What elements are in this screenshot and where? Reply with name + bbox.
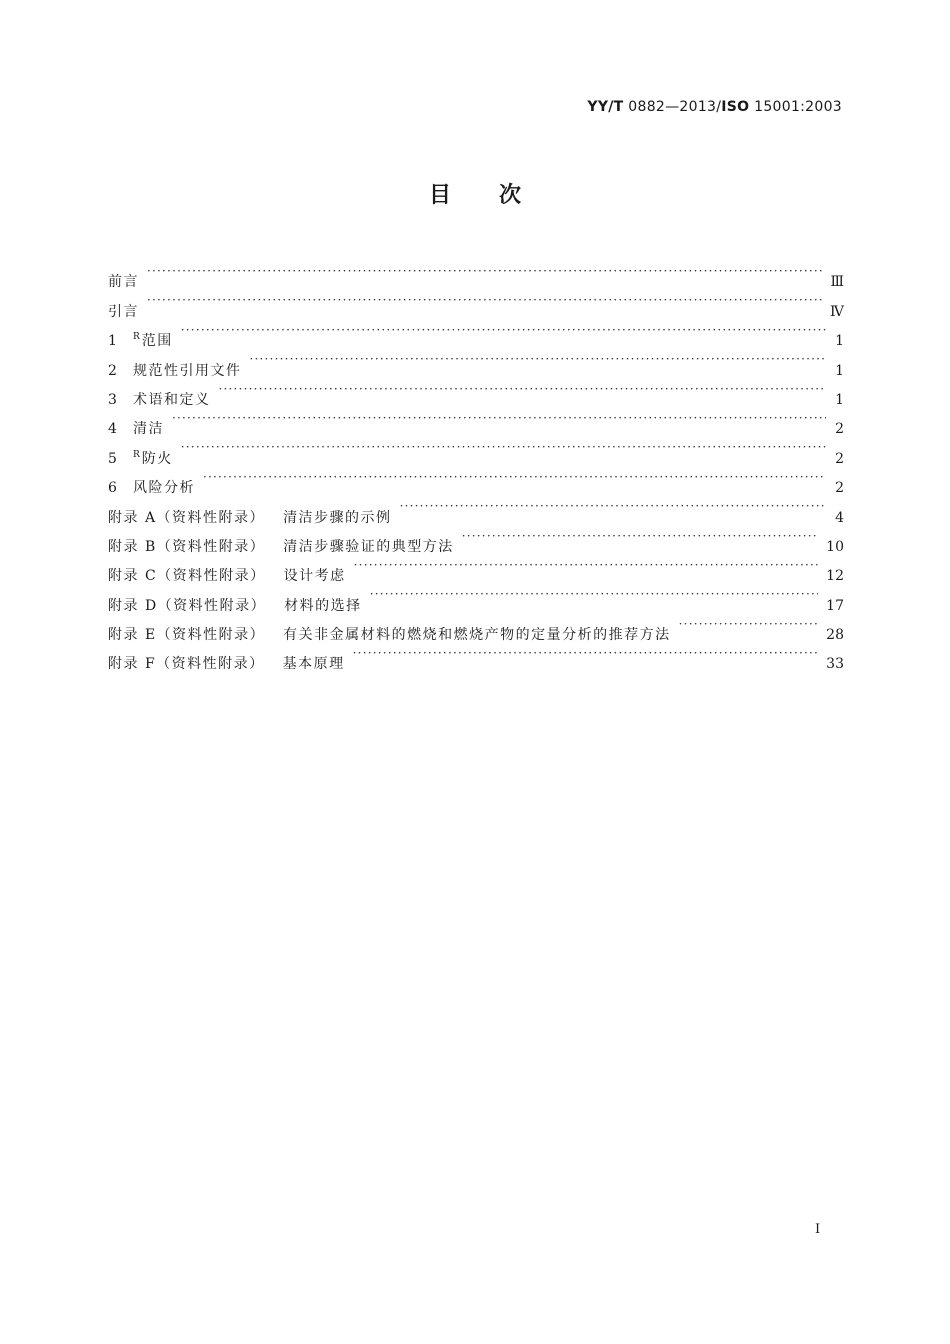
revision-mark: R xyxy=(133,449,140,460)
toc-entry-label: 附录 F（资料性附录） xyxy=(108,656,265,673)
toc-entry-page: 28 xyxy=(826,627,844,644)
page-title: 目次 xyxy=(428,183,569,208)
toc-leader-dots xyxy=(353,639,819,668)
toc-entry-normative-references[interactable] xyxy=(108,345,844,379)
toc-leader-dots xyxy=(679,610,819,639)
toc-entry-label-wrap xyxy=(133,323,173,356)
toc-entry-page: 1 xyxy=(835,333,844,350)
toc-leader-dots xyxy=(172,404,826,433)
toc-entry-label: 范围 xyxy=(141,333,173,350)
toc-entry-page: 10 xyxy=(826,538,844,555)
toc-entry-annex-a[interactable] xyxy=(108,492,844,526)
toc-entry-number: 5 xyxy=(108,450,117,467)
toc-entry-label: 附录 C（资料性附录） xyxy=(108,568,266,585)
toc-entry-terms[interactable] xyxy=(108,375,844,408)
toc-leader-dots xyxy=(370,580,818,609)
toc-leader-dots xyxy=(219,375,827,404)
toc-entry-label: 风险分析 xyxy=(133,480,195,497)
toc-entry-label: 防火 xyxy=(141,450,173,467)
toc-entry-subtitle: 有关非金属材料的燃烧和燃烧产物的定量分析的推荐方法 xyxy=(283,627,671,644)
toc-entry-number: 6 xyxy=(108,480,117,497)
toc-entry-label: 清洁 xyxy=(133,421,164,438)
toc-entry-label: 附录 E（资料性附录） xyxy=(108,627,266,644)
toc-entry-risk-analysis[interactable] xyxy=(108,463,844,497)
toc-entry-label: 附录 B（资料性附录） xyxy=(108,538,266,555)
toc-entry-label: 引言 xyxy=(108,303,139,320)
toc-leader-dots xyxy=(250,345,827,374)
toc-entry-label: 术语和定义 xyxy=(133,391,211,408)
toc-entry-page: 1 xyxy=(835,362,844,379)
iso-number: 15001:2003 xyxy=(749,99,842,115)
toc-leader-dots xyxy=(181,433,826,462)
toc-entry-page: 33 xyxy=(826,656,844,673)
toc-entry-page: 2 xyxy=(835,450,844,467)
toc-entry-foreword[interactable] xyxy=(108,257,844,291)
standard-code-prefix: YY/T xyxy=(587,99,624,115)
toc-leader-dots xyxy=(147,257,822,286)
toc-leader-dots xyxy=(147,286,822,315)
toc-leader-dots xyxy=(181,316,826,345)
standard-code-number: 0882—2013/ xyxy=(623,99,722,115)
toc-entry-page: Ⅲ xyxy=(830,274,844,291)
toc-entry-label-wrap xyxy=(133,441,173,474)
toc-entry-number: 4 xyxy=(108,421,117,438)
toc-entry-page: 2 xyxy=(835,480,844,497)
toc-entry-label: 附录 A（资料性附录） xyxy=(108,509,266,526)
toc-entry-introduction[interactable] xyxy=(108,286,844,320)
table-of-contents xyxy=(108,257,844,673)
toc-entry-scope[interactable] xyxy=(108,316,844,350)
standard-number xyxy=(587,99,842,115)
toc-entry-page: 4 xyxy=(835,509,844,526)
toc-leader-dots xyxy=(354,551,819,580)
toc-entry-number: 1 xyxy=(108,333,117,350)
toc-entry-subtitle: 清洁步骤验证的典型方法 xyxy=(283,538,454,555)
toc-entry-label: 前言 xyxy=(108,274,139,291)
toc-entry-subtitle: 基本原理 xyxy=(282,656,345,673)
iso-prefix: ISO xyxy=(721,99,750,115)
toc-entry-number: 3 xyxy=(108,391,117,408)
revision-mark: R xyxy=(133,332,140,343)
toc-entry-number: 2 xyxy=(108,362,117,379)
toc-entry-fire-prevention[interactable] xyxy=(108,433,844,467)
toc-entry-label: 附录 D（资料性附录） xyxy=(108,597,267,614)
toc-entry-subtitle: 材料的选择 xyxy=(284,597,362,614)
toc-leader-dots xyxy=(462,522,818,551)
toc-entry-page: 12 xyxy=(826,568,844,585)
toc-entry-page: 2 xyxy=(835,421,844,438)
toc-entry-subtitle: 清洁步骤的示例 xyxy=(283,509,392,526)
toc-entry-cleaning[interactable] xyxy=(108,404,844,438)
toc-entry-label: 规范性引用文件 xyxy=(133,362,242,379)
toc-leader-dots xyxy=(400,492,826,521)
toc-entry-page: 1 xyxy=(835,391,844,408)
toc-entry-page: 17 xyxy=(826,597,844,614)
toc-leader-dots xyxy=(203,463,826,492)
toc-entry-page: Ⅳ xyxy=(830,303,844,320)
page-number: I xyxy=(815,1222,821,1237)
toc-entry-subtitle: 设计考虑 xyxy=(283,568,346,585)
